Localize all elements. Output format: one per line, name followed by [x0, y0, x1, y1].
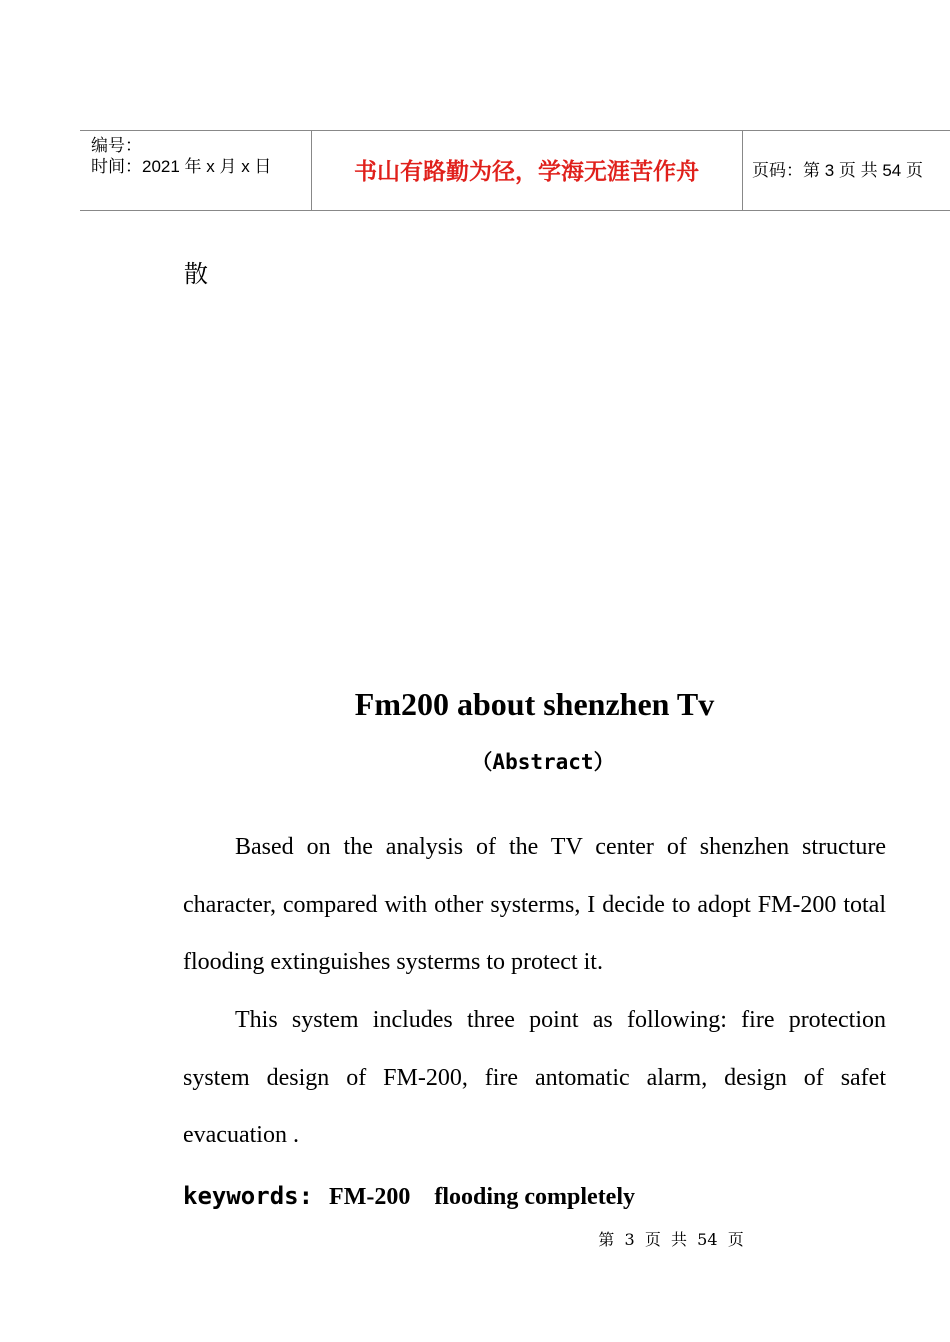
- document-subtitle: （Abstract）: [471, 750, 615, 774]
- header-page-cell: [743, 131, 950, 210]
- document-time: 时间：2021 年 x 月 x 日: [91, 157, 272, 176]
- header-motto-cell: [311, 131, 743, 210]
- abstract-paragraph-1: Based on the analysis of the TV center of shenzhen structure character, compared with other systerms, I decide to adopt FM-200 total flooding extinguishes systerms to protect it.: [183, 834, 886, 975]
- leading-character: 散: [184, 260, 208, 288]
- page-footer: 第 3 页 共 54 页: [598, 1230, 744, 1249]
- keywords-label: keywords:: [183, 1182, 314, 1210]
- keywords-values: FM-200 flooding completely: [329, 1184, 635, 1210]
- abstract-paragraph-2: This system includes three point as following: fire protection system design of FM-200, fire antomatic alarm, design of safet evacuation .: [183, 1007, 886, 1148]
- header-motto: 书山有路勤为径，学海无涯苦作舟: [354, 159, 699, 185]
- header-meta-cell: [80, 131, 312, 210]
- document-title: Fm200 about shenzhen Tv: [354, 686, 715, 722]
- header-table: [80, 130, 950, 211]
- keywords-line: [183, 1176, 635, 1220]
- document-number-label: 编号：: [91, 136, 142, 155]
- header-page-info: 页码：第 3 页 共 54 页: [752, 161, 923, 180]
